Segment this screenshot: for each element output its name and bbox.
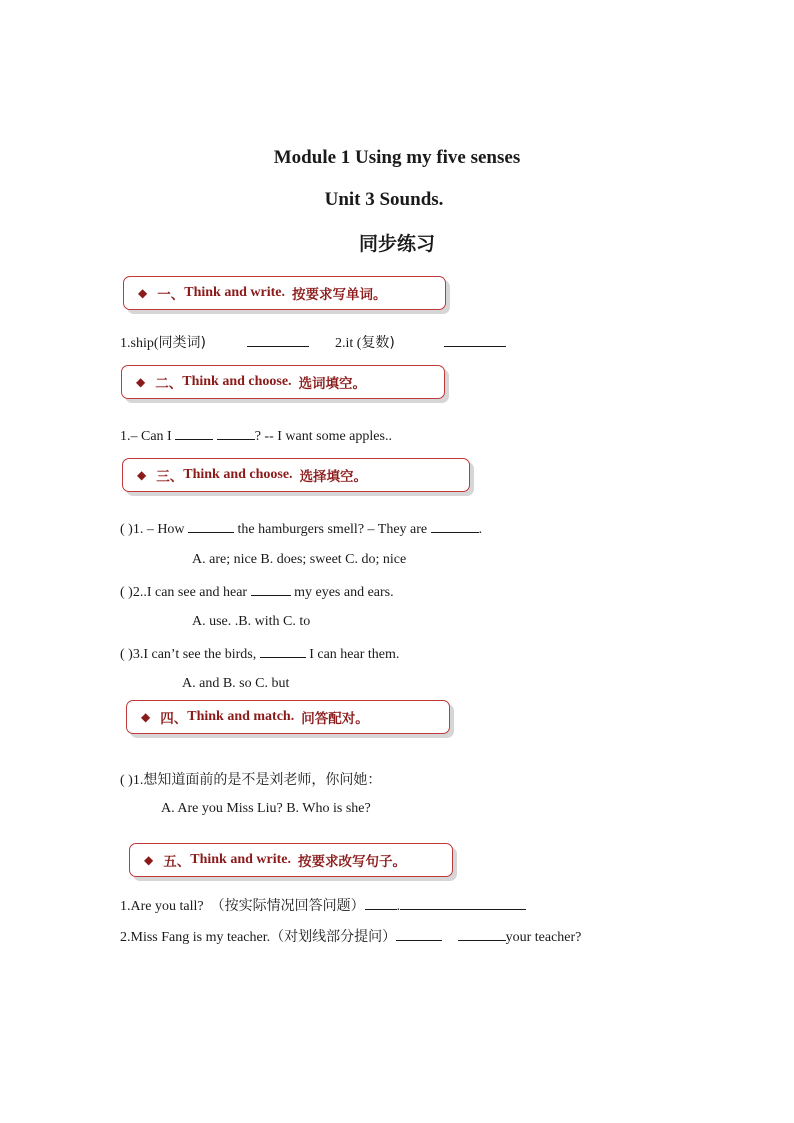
answer-blank[interactable] xyxy=(217,427,255,440)
answer-blank[interactable] xyxy=(247,334,309,347)
diamond-icon: ◆ xyxy=(141,709,151,724)
answer-blank[interactable] xyxy=(458,928,506,941)
question-3-2: ( )2..I can see and hear my eyes and ears. xyxy=(120,585,394,600)
question-3-1: ( )1. – How the hamburgers smell? – They are . xyxy=(120,522,483,537)
diamond-icon: ◆ xyxy=(138,285,148,300)
section-header-4: ◆ 四、 Think and match. 问答配对。 xyxy=(126,700,450,734)
answer-blank[interactable] xyxy=(365,897,397,910)
answer-blank[interactable] xyxy=(251,583,291,596)
answer-blank[interactable] xyxy=(260,645,306,658)
question-3-3: ( )3.I can’t see the birds, I can hear them. xyxy=(120,647,400,662)
question-5-1: 1.Are you tall? （按实际情况回答问题） . xyxy=(120,895,526,915)
diamond-icon: ◆ xyxy=(137,467,147,482)
answer-blank[interactable] xyxy=(400,897,526,910)
section-header-5: ◆ 五、 Think and write. 按要求改写句子。 xyxy=(129,843,453,877)
answer-blank[interactable] xyxy=(444,334,506,347)
answer-blank[interactable] xyxy=(431,520,479,533)
diamond-icon: ◆ xyxy=(144,852,154,867)
page-title: Module 1 Using my five senses xyxy=(273,147,521,168)
options-3-3: A. and B. so C. but xyxy=(182,676,290,691)
question-1-1: 1.ship(同类词) 2.it (复数) xyxy=(120,332,506,352)
options-3-1: A. are; nice B. does; sweet C. do; nice xyxy=(192,552,407,567)
question-5-2: 2.Miss Fang is my teacher.（对划线部分提问） your teacher? xyxy=(120,929,582,945)
question-4-1: ( )1.想知道面前的是不是刘老师，你问她： xyxy=(120,772,382,788)
section-header-2: ◆ 二、 Think and choose. 选词填空。 xyxy=(121,365,445,399)
page-heading-sync-practice: 同步练习 xyxy=(358,233,435,255)
options-4-1: A. Are you Miss Liu? B. Who is she? xyxy=(161,801,371,816)
section-header-3: ◆ 三、 Think and choose. 选择填空。 xyxy=(122,458,470,492)
answer-blank[interactable] xyxy=(188,520,234,533)
options-3-2: A. use. .B. with C. to xyxy=(192,614,311,629)
page-subtitle: Unit 3 Sounds. xyxy=(324,189,444,210)
section-header-1: ◆ 一、 Think and write. 按要求写单词。 xyxy=(123,276,446,310)
question-2-1: 1.– Can I ? -- I want some apples.. xyxy=(120,429,392,444)
answer-blank[interactable] xyxy=(175,427,213,440)
diamond-icon: ◆ xyxy=(136,374,146,389)
answer-blank[interactable] xyxy=(396,928,442,941)
